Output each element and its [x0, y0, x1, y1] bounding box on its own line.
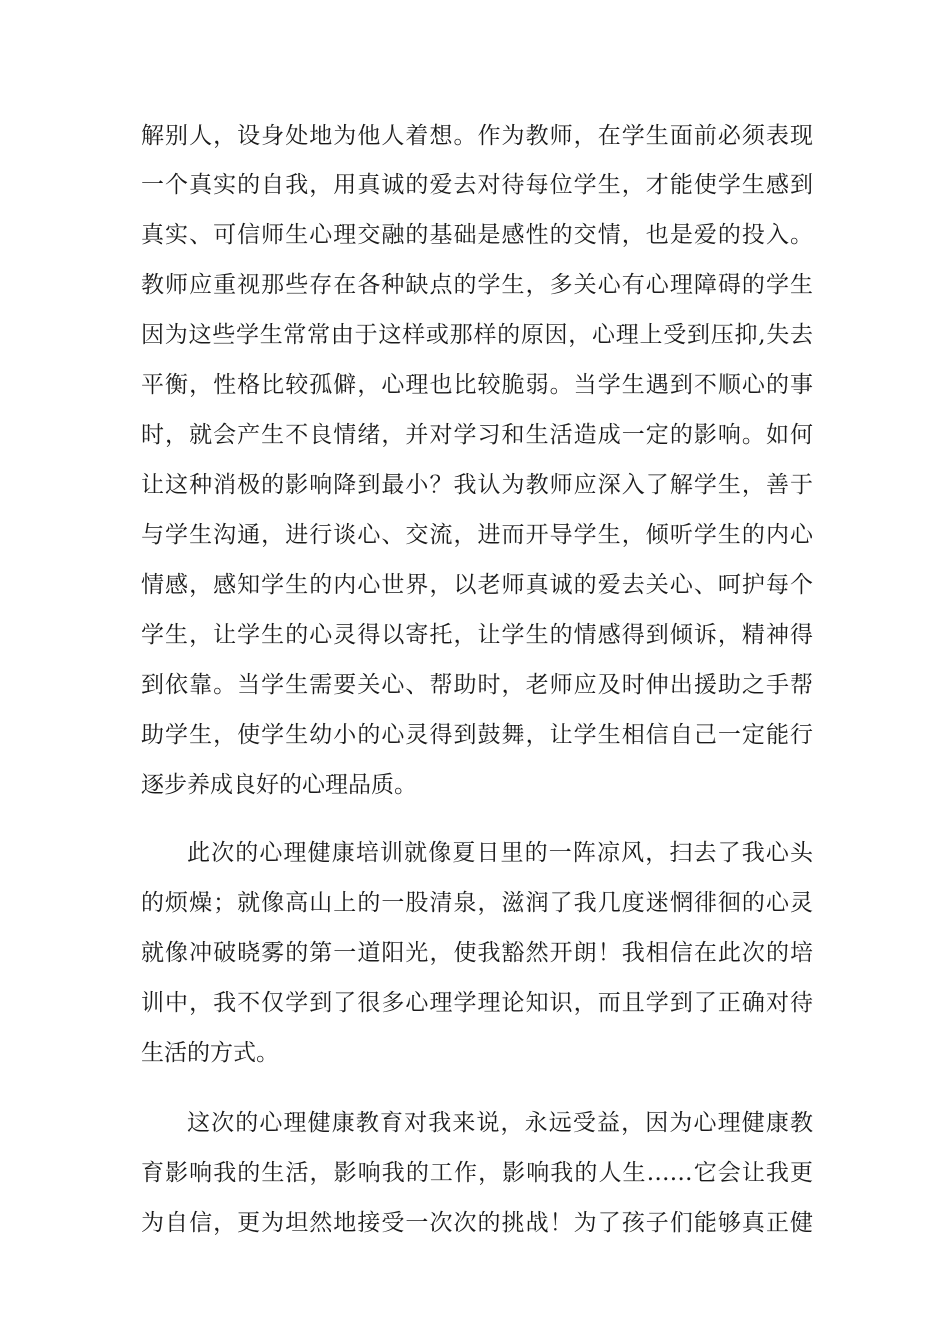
- text-line: 这次的心理健康教育对我来说，永远受益，因为心理健康教: [187, 1110, 813, 1136]
- text-line: 生活的方式。: [141, 1040, 279, 1066]
- text-line: 因为这些学生常常由于这样或那样的原因，心理上受到压抑,失去: [141, 322, 813, 348]
- text-line: 与学生沟通，进行谈心、交流，进而开导学生，倾听学生的内心: [141, 522, 813, 548]
- text-line: 让这种消极的影响降到最小？我认为教师应深入了解学生，善于: [141, 472, 813, 498]
- text-line: 助学生，使学生幼小的心灵得到鼓舞，让学生相信自己一定能行: [141, 722, 813, 748]
- text-line: 为自信，更为坦然地接受一次次的挑战！为了孩子们能够真正健: [141, 1210, 813, 1236]
- text-line: 平衡，性格比较孤僻，心理也比较脆弱。当学生遇到不顺心的事: [141, 372, 813, 398]
- text-line: 真实、可信师生心理交融的基础是感性的交情，也是爱的投入。: [141, 222, 813, 248]
- text-line: 时，就会产生不良情绪，并对学习和生活造成一定的影响。如何: [141, 422, 813, 448]
- text-line: 育影响我的生活，影响我的工作，影响我的人生……它会让我更: [141, 1160, 813, 1186]
- text-line: 此次的心理健康培训就像夏日里的一阵凉风，扫去了我心头: [187, 840, 813, 866]
- text-line: 教师应重视那些存在各种缺点的学生，多关心有心理障碍的学生: [141, 272, 813, 298]
- text-line: 训中，我不仅学到了很多心理学理论知识，而且学到了正确对待: [141, 990, 813, 1016]
- text-line: 学生，让学生的心灵得以寄托，让学生的情感得到倾诉，精神得: [141, 622, 813, 648]
- text-line: 情感，感知学生的内心世界，以老师真诚的爱去关心、呵护每个: [141, 572, 813, 598]
- text-line: 就像冲破晓雾的第一道阳光，使我豁然开朗！我相信在此次的培: [141, 940, 813, 966]
- text-line: 的烦燥；就像高山上的一股清泉，滋润了我几度迷惘徘徊的心灵: [141, 890, 813, 916]
- text-line: 到依靠。当学生需要关心、帮助时，老师应及时伸出援助之手帮: [141, 672, 813, 698]
- text-line: 解别人，设身处地为他人着想。作为教师，在学生面前必须表现: [141, 123, 813, 149]
- text-line: 逐步养成良好的心理品质。: [141, 772, 417, 798]
- text-line: 一个真实的自我，用真诚的爱去对待每位学生，才能使学生感到: [141, 172, 813, 198]
